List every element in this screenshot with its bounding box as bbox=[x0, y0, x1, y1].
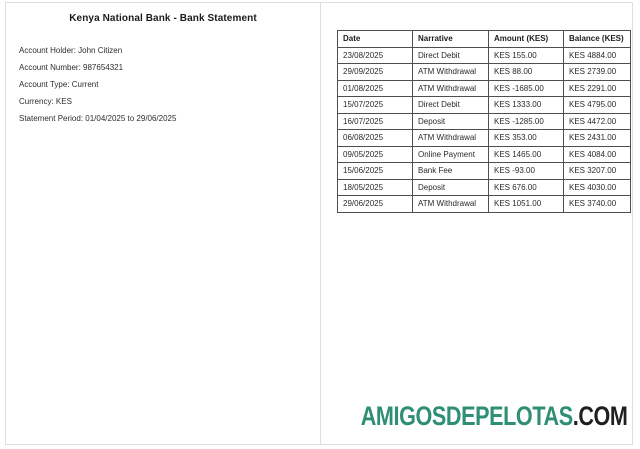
table-cell: ATM Withdrawal bbox=[413, 80, 489, 97]
table-cell: 01/08/2025 bbox=[338, 80, 413, 97]
table-cell: KES 3207.00 bbox=[564, 163, 631, 180]
table-cell: KES 88.00 bbox=[489, 64, 564, 81]
watermark-suffix-text: .COM bbox=[573, 401, 628, 431]
table-cell: Direct Debit bbox=[413, 97, 489, 114]
transactions-table bbox=[337, 30, 631, 213]
table-cell: 29/09/2025 bbox=[338, 64, 413, 81]
table-row bbox=[338, 146, 631, 163]
table-cell: KES 3740.00 bbox=[564, 196, 631, 213]
table-cell: KES 2739.00 bbox=[564, 64, 631, 81]
table-cell: Direct Debit bbox=[413, 47, 489, 64]
account-detail-line: Statement Period: 01/04/2025 to 29/06/2025 bbox=[19, 114, 177, 123]
header-date: Date bbox=[338, 31, 413, 48]
table-cell: KES -1685.00 bbox=[489, 80, 564, 97]
account-detail-line: Account Type: Current bbox=[19, 80, 99, 89]
watermark bbox=[361, 401, 628, 432]
table-row bbox=[338, 113, 631, 130]
table-cell: ATM Withdrawal bbox=[413, 196, 489, 213]
table-row bbox=[338, 64, 631, 81]
table-cell: ATM Withdrawal bbox=[413, 64, 489, 81]
table-row bbox=[338, 80, 631, 97]
table-cell: 06/08/2025 bbox=[338, 130, 413, 147]
table-cell: 09/05/2025 bbox=[338, 146, 413, 163]
table-cell: KES -1285.00 bbox=[489, 113, 564, 130]
account-detail-line: Account Holder: John Citizen bbox=[19, 46, 123, 55]
header-amount: Amount (KES) bbox=[489, 31, 564, 48]
header-narrative: Narrative bbox=[413, 31, 489, 48]
account-detail-line: Currency: KES bbox=[19, 97, 72, 106]
table-cell: KES 4472.00 bbox=[564, 113, 631, 130]
table-cell: KES 4884.00 bbox=[564, 47, 631, 64]
table-cell: 18/05/2025 bbox=[338, 179, 413, 196]
account-detail-line: Account Number: 987654321 bbox=[19, 63, 124, 72]
table-row bbox=[338, 163, 631, 180]
table-cell: KES 353.00 bbox=[489, 130, 564, 147]
transactions-body bbox=[338, 47, 631, 212]
table-header-row bbox=[338, 31, 631, 48]
table-row bbox=[338, 196, 631, 213]
page-divider bbox=[320, 2, 321, 445]
table-cell: KES 4795.00 bbox=[564, 97, 631, 114]
table-row bbox=[338, 179, 631, 196]
table-cell: 15/06/2025 bbox=[338, 163, 413, 180]
table-cell: KES -93.00 bbox=[489, 163, 564, 180]
table-cell: KES 1333.00 bbox=[489, 97, 564, 114]
watermark-brand-text: AMIGOSDEPELOTAS bbox=[361, 401, 574, 431]
table-cell: Deposit bbox=[413, 113, 489, 130]
table-cell: 15/07/2025 bbox=[338, 97, 413, 114]
statement-title: Kenya National Bank - Bank Statement bbox=[69, 13, 257, 24]
table-row bbox=[338, 130, 631, 147]
table-row bbox=[338, 97, 631, 114]
table-cell: KES 155.00 bbox=[489, 47, 564, 64]
table-cell: KES 2431.00 bbox=[564, 130, 631, 147]
account-details bbox=[19, 42, 176, 127]
table-cell: KES 4030.00 bbox=[564, 179, 631, 196]
table-row bbox=[338, 47, 631, 64]
table-cell: 29/06/2025 bbox=[338, 196, 413, 213]
table-cell: KES 1465.00 bbox=[489, 146, 564, 163]
table-cell: Bank Fee bbox=[413, 163, 489, 180]
table-cell: KES 676.00 bbox=[489, 179, 564, 196]
table-header bbox=[338, 31, 631, 48]
header-balance: Balance (KES) bbox=[564, 31, 631, 48]
table-cell: KES 4084.00 bbox=[564, 146, 631, 163]
table-cell: Online Payment bbox=[413, 146, 489, 163]
table-cell: 16/07/2025 bbox=[338, 113, 413, 130]
table-cell: KES 2291.00 bbox=[564, 80, 631, 97]
table-cell: Deposit bbox=[413, 179, 489, 196]
table-cell: 23/08/2025 bbox=[338, 47, 413, 64]
table-cell: KES 1051.00 bbox=[489, 196, 564, 213]
table-cell: ATM Withdrawal bbox=[413, 130, 489, 147]
